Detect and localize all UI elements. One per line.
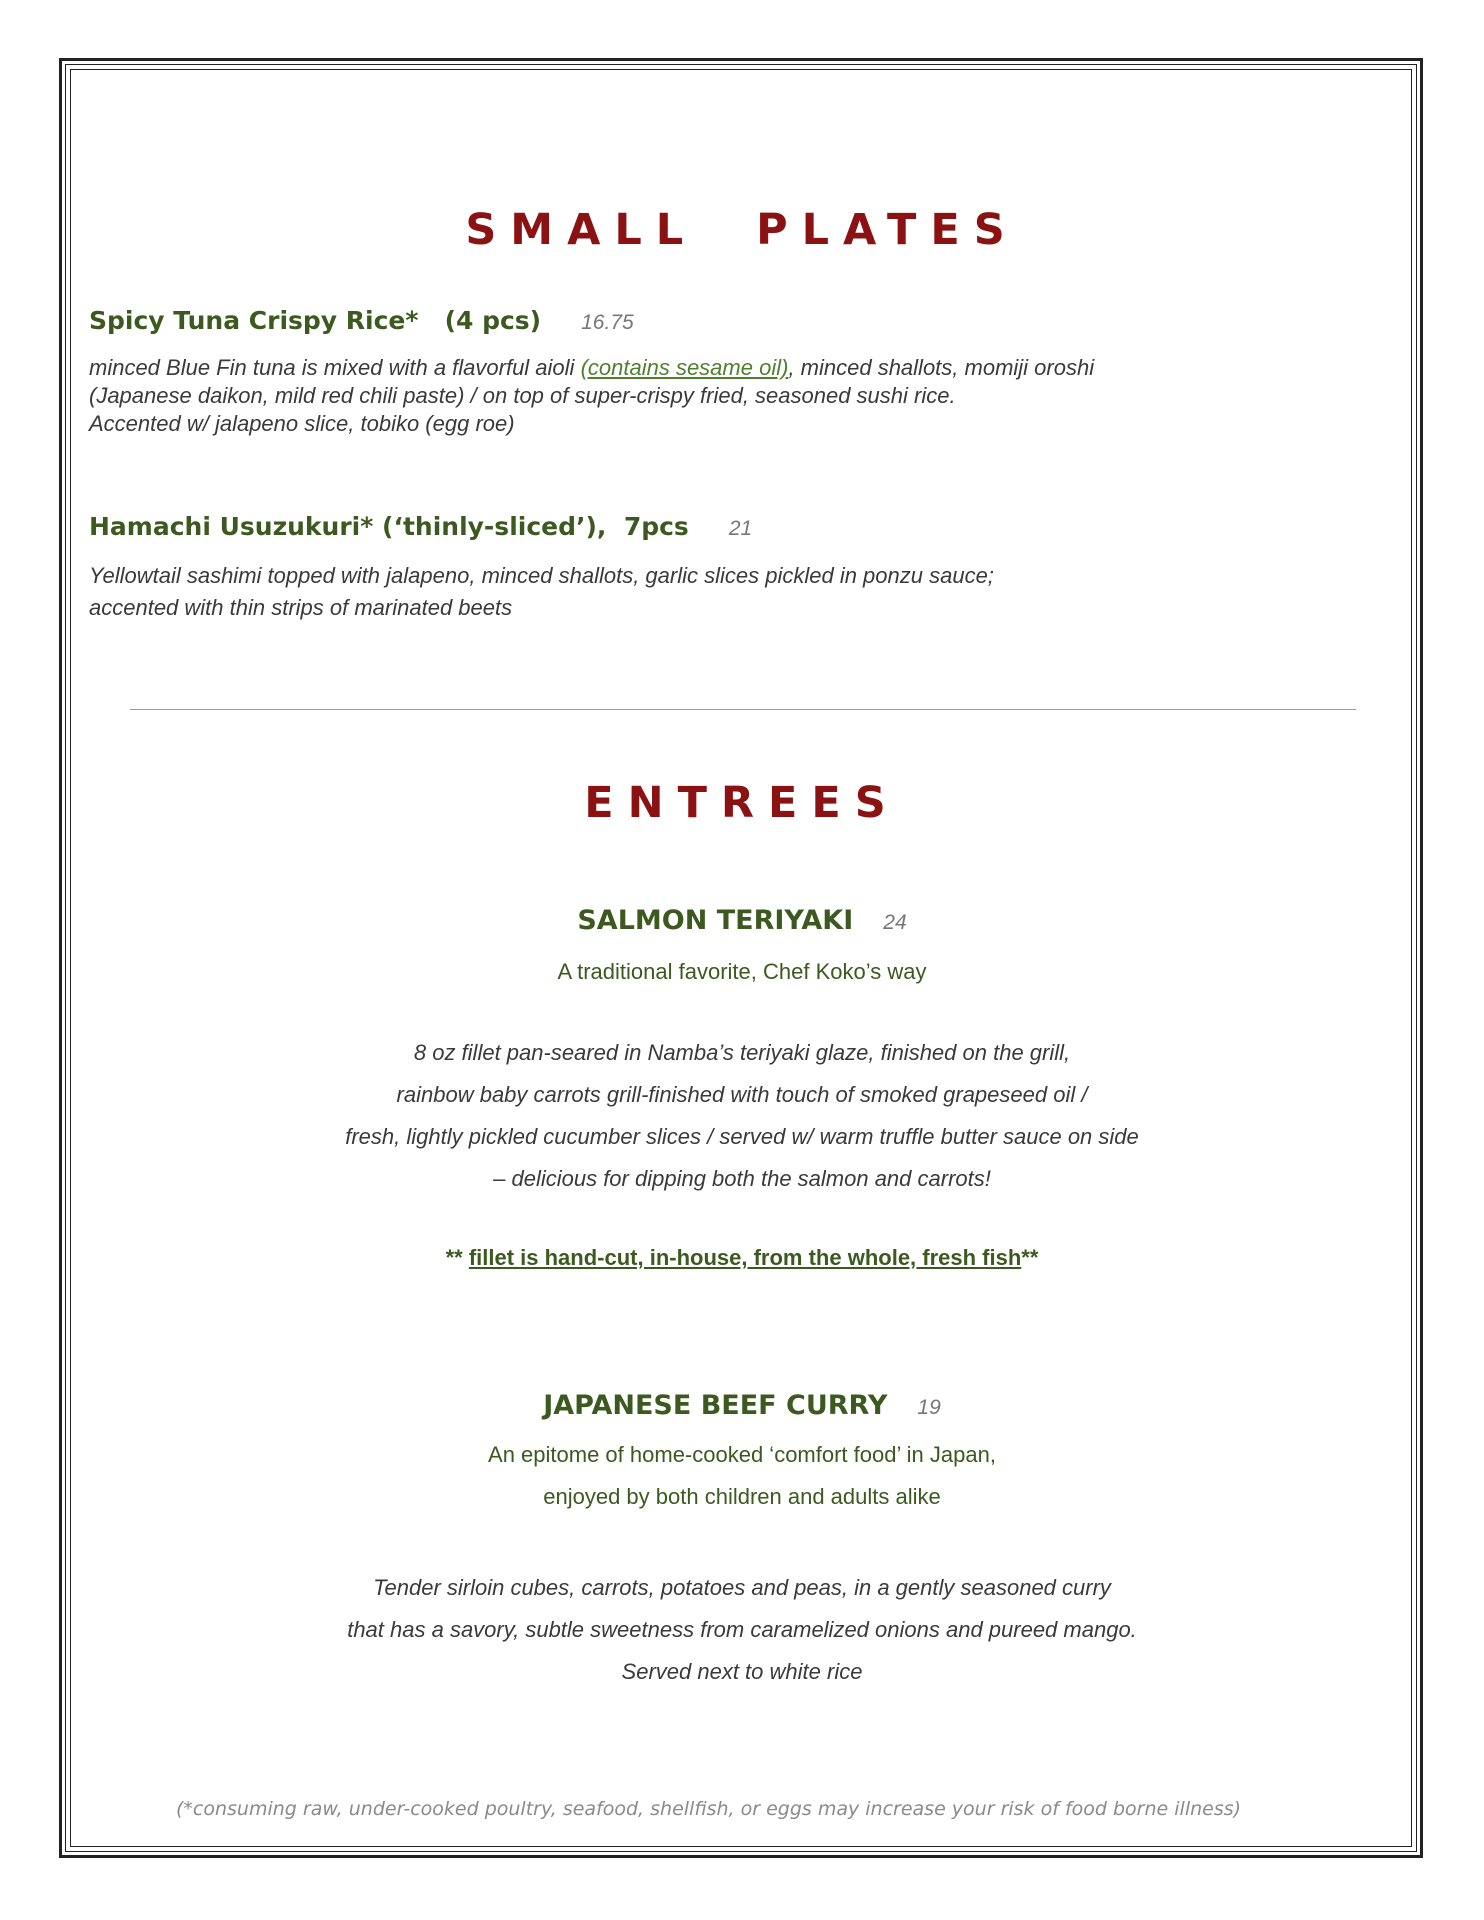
entrees-heading: ENTREES xyxy=(584,778,900,828)
desc-line: Yellowtail sashimi topped with jalapeno, minced shallots, garlic slices pickled in ponzu sauce; xyxy=(89,563,994,588)
note-suffix: ** xyxy=(1021,1245,1039,1270)
salmon-teriyaki-description xyxy=(0,1032,1484,1200)
note-text: fillet is hand-cut, in-house, from the whole, fresh fish xyxy=(468,1245,1022,1270)
sesame-oil-link[interactable]: (contains sesame oil) xyxy=(580,355,789,380)
section-divider xyxy=(130,709,1356,710)
item-name: JAPANESE BEEF CURRY xyxy=(543,1390,888,1421)
item-price: 16.75 xyxy=(581,311,634,334)
item-price: 21 xyxy=(728,517,753,540)
salmon-fillet-note xyxy=(0,1245,1484,1271)
salmon-teriyaki-subtitle xyxy=(0,951,1484,993)
item-name: Hamachi Usuzukuri* (‘thinly-sliced’), 7pcs xyxy=(89,512,689,541)
desc-line: Served next to white rice xyxy=(621,1659,863,1684)
small-plates-heading: SMALL PLATES xyxy=(465,205,1019,255)
beef-curry-description xyxy=(0,1567,1484,1693)
subtitle-line: An epitome of home-cooked ‘comfort food’ in Japan, xyxy=(488,1442,996,1467)
item-price: 24 xyxy=(883,911,907,934)
desc-line: rainbow baby carrots grill-finished with touch of smoked grapeseed oil / xyxy=(396,1082,1088,1107)
desc-line: (Japanese daikon, mild red chili paste) / on top of super-crispy fried, seasoned sushi rice. xyxy=(89,383,956,408)
desc-line: Accented w/ jalapeno slice, tobiko (egg roe) xyxy=(89,411,515,436)
food-safety-disclaimer: (*consuming raw, under-cooked poultry, seafood, shellfish, or eggs may increase your risk of food borne illness) xyxy=(176,1798,1242,1820)
desc-text: , minced shallots, momiji oroshi xyxy=(788,355,1095,380)
menu-item-spicy-tuna-name xyxy=(89,306,634,335)
item-name: Spicy Tuna Crispy Rice* (4 pcs) xyxy=(89,306,542,335)
desc-line: Tender sirloin cubes, carrots, potatoes and peas, in a gently seasoned curry xyxy=(373,1575,1111,1600)
desc-line: 8 oz fillet pan-seared in Namba’s teriyaki glaze, finished on the grill, xyxy=(413,1040,1071,1065)
beef-curry-subtitle xyxy=(0,1434,1484,1518)
desc-line: fresh, lightly pickled cucumber slices / served w/ warm truffle butter sauce on side xyxy=(345,1124,1139,1149)
desc-line: that has a savory, subtle sweetness from caramelized onions and pureed mango. xyxy=(347,1617,1137,1642)
item-price: 19 xyxy=(917,1396,941,1419)
desc-line: accented with thin strips of marinated beets xyxy=(89,595,513,620)
item-name: SALMON TERIYAKI xyxy=(577,905,854,936)
menu-item-spicy-tuna-description xyxy=(89,354,1369,438)
menu-item-beef-curry-name xyxy=(0,1390,1484,1421)
subtitle-line: A traditional favorite, Chef Koko’s way xyxy=(557,959,927,984)
menu-item-salmon-teriyaki-name xyxy=(0,905,1484,936)
note-prefix: ** xyxy=(445,1245,469,1270)
subtitle-line: enjoyed by both children and adults alike xyxy=(543,1484,941,1509)
menu-item-hamachi-description xyxy=(89,560,1369,624)
desc-line: – delicious for dipping both the salmon and carrots! xyxy=(493,1166,991,1191)
desc-text: minced Blue Fin tuna is mixed with a flavorful aioli xyxy=(89,355,581,380)
menu-item-hamachi-name xyxy=(89,512,752,541)
